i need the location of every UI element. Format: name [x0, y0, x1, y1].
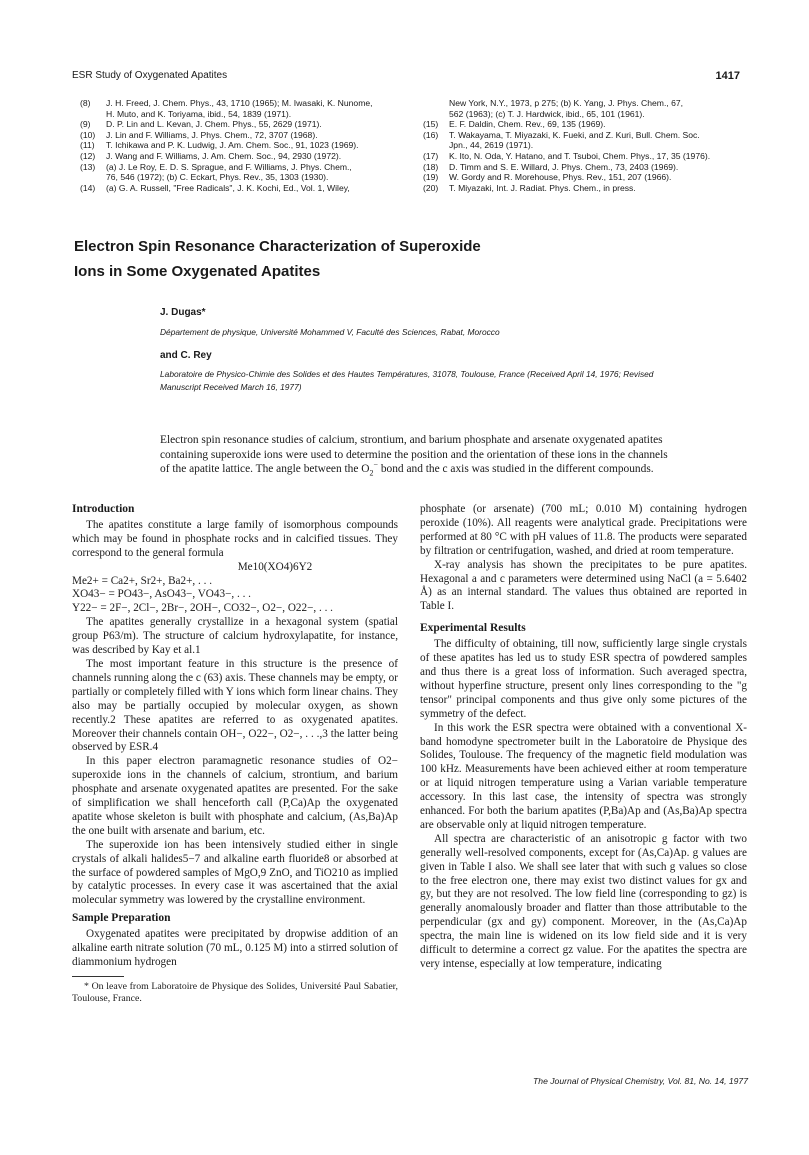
reference-item [80, 130, 400, 141]
reference-number: (19) [423, 172, 439, 183]
reference-number: (16) [423, 129, 439, 140]
reference-item [80, 140, 400, 151]
reference-text: J. Lin and F. Williams, J. Phys. Chem., 72, 3707 (1968). [106, 129, 318, 140]
affiliation-line: Laboratoire de Physico-Chimie des Solides et des Hautes Températures, 31078, Toulouse, France (Received April 14, 1976; Revised [160, 369, 654, 379]
reference-number: (8) [80, 98, 91, 108]
reference-text: D. Timm and S. E. Willard, J. Phys. Chem., 73, 2403 (1969). [449, 161, 679, 172]
reference-number: (15) [423, 119, 439, 130]
author-affiliation [160, 368, 760, 394]
reference-item [80, 162, 400, 173]
paragraph: The apatites generally crystallize in a hexagonal system (spatial group P63/m). The structure of calcium hydroxylapatite, for instance, was described by Kay et al.1 [72, 616, 398, 657]
reference-number: (13) [80, 161, 96, 172]
paragraph: Oxygenated apatites were precipitated by dropwise addition of an alkaline earth nitrate solution (70 mL, 0.125 M) into a stirred solution of diammonium hydrogen [72, 928, 398, 968]
footnote: * On leave from Laboratoire de Physique des Solides, Université Paul Sabatier, Toulouse, France. [72, 980, 398, 1004]
abstract-line: of the apatite lattice. The angle between the $O_2^-$ bond and the c axis was studied in the different compounds. [160, 460, 654, 478]
article-title [74, 234, 574, 284]
reference-number: (14) [80, 182, 96, 193]
footnote-rule [72, 976, 124, 977]
reference-text: T. Miyazaki, Int. J. Radiat. Phys. Chem., in press. [449, 182, 636, 193]
reference-text: T. Ichikawa and P. K. Ludwig, J. Am. Chem. Soc., 91, 1023 (1969). [106, 140, 359, 151]
reference-number: (20) [423, 182, 439, 193]
reference-item [423, 130, 753, 141]
general-formula [72, 561, 398, 617]
reference-continuation: New York, N.Y., 1973, p 275; (b) K. Yang, J. Phys. Chem., 67, [449, 98, 684, 108]
reference-text: K. Ito, N. Oda, Y. Hatano, and T. Tsuboi, Chem. Phys., 17, 35 (1976). [449, 150, 711, 161]
reference-item [423, 119, 753, 130]
reference-item [423, 172, 753, 183]
title-line: Electron Spin Resonance Characterization of Superoxide [74, 238, 481, 255]
reference-number: (9) [80, 119, 91, 130]
section-heading: Introduction [72, 503, 135, 515]
references-left [80, 98, 400, 193]
left-column [72, 503, 398, 1005]
section-heading: Experimental Results [420, 622, 526, 635]
abstract-line: Electron spin resonance studies of calcium, strontium, and barium phosphate and arsenate oxygenated apatites [160, 434, 663, 446]
paragraph: In this paper electron paramagnetic resonance studies of O2− superoxide ions in the channels of calcium, strontium, and barium phosphate and arsenate oxygenated apatites are presented. For the sake of simplification we shall henceforth call (P,Ca)Ap the oxygenated apatite whose skeleton is built with phosphate and calcium, (As,Ba)Ap the one built with arsenate and barium, etc. [72, 755, 398, 837]
formula-main: Me10(XO4)6Y2 [237, 560, 313, 573]
reference-number: (18) [423, 161, 439, 172]
reference-continuation: 562 (1963); (c) T. J. Hardwick, ibid., 65, 101 (1961). [449, 108, 645, 119]
reference-text: (a) J. Le Roy, E. D. S. Sprague, and F. Williams, J. Phys. Chem., [106, 161, 352, 172]
abstract-line: containing superoxide ions were used to determine the position and the orientation of these ions in the channels [160, 448, 668, 461]
reference-continuation: H. Muto, and K. Toriyama, ibid., 54, 1839 (1971). [106, 108, 292, 119]
reference-item [80, 119, 400, 130]
author-name: J. Dugas* [160, 307, 206, 318]
formula-line: Me2+ = Ca2+, Sr2+, Ba2+, . . . [72, 574, 212, 587]
paragraph: The most important feature in this structure is the presence of channels running along the c (63) axis. These channels may be empty, or partially or completely filled with Y ions which form linear chains. They also may be partially occupied by molecular oxygen, as shown recently.2 These apatites are referred to as oxygenated apatites. Moreover their channels contain OH−, O22−, O2−, . . .,3 the latter being observed by ESR.4 [72, 657, 398, 754]
paragraph: The superoxide ion has been intensively studied either in single crystals of alkali halides5−7 and alkaline earth fluoride8 or absorbed at the surface of powdered samples of MgO,9 ZnO, and TiO210 as implied by catalytic processes. In every case it was ascertained that the axial molecular symmetry was lowered by the crystalline environment. [72, 838, 398, 907]
reference-item [423, 151, 753, 162]
paragraph: The apatites constitute a large family of isomorphous compounds which may be found in phosphate rocks and in calcified tissues. They correspond to the general formula [72, 518, 398, 559]
reference-text: J. Wang and F. Williams, J. Am. Chem. Soc., 94, 2930 (1972). [106, 150, 342, 161]
journal-footer: The Journal of Physical Chemistry, Vol. 81, No. 14, 1977 [533, 1076, 748, 1086]
reference-item [423, 162, 753, 173]
reference-continuation: 76, 546 (1972); (b) C. Eckart, Phys. Rev., 35, 1303 (1930). [106, 172, 329, 183]
reference-text: T. Wakayama, T. Miyazaki, K. Fueki, and Z. Kuri, Bull. Chem. Soc. [449, 129, 700, 140]
reference-item [80, 151, 400, 162]
paragraph: phosphate (or arsenate) (700 mL; 0.010 M) containing hydrogen peroxide (10%). All reagents were analytical grade. Precipitations were performed at 80 °C with pH values of 11.8. The products were separated by filtration or centrifugation, washed, and dried at room temperature. [420, 503, 747, 557]
reference-continuation: Jpn., 44, 2619 (1971). [449, 140, 534, 151]
reference-item [423, 183, 753, 194]
reference-text: (a) G. A. Russell, "Free Radicals", J. K. Kochi, Ed., Vol. 1, Wiley, [106, 182, 350, 193]
reference-item [80, 183, 400, 194]
paragraph: All spectra are characteristic of an anisotropic g factor with two generally well-resolved components, except for (As,Ca)Ap. g values are given in Table I also. We shall see later that with such g values so close to the free electron one, there may exist two distinct values for gx and gy, but they are not resolved. The low field line (corresponding to gz) is generally anomalously broader and flatter than those attributable to the perpendicular (gx and gy) component. Moreover, in the (As,Ca)Ap spectra, the main line is widened on its low field side and it is very difficult to determine a correct gz value. For the apatites the spectra are very intense, especially at low temperature, indicating [420, 832, 747, 970]
paragraph: X-ray analysis has shown the precipitates to be pure apatites. Hexagonal a and c parameters were determined using NaCl (a = 5.6402 Å) as an internal standard. The values thus obtained are reported in Table I. [420, 558, 747, 613]
author-affiliation: Département de physique, Université Mohammed V, Faculté des Sciences, Rabat, Morocco [160, 327, 500, 337]
reference-number: (11) [80, 140, 95, 151]
reference-text: W. Gordy and R. Morehouse, Phys. Rev., 151, 207 (1966). [449, 172, 672, 183]
running-title: ESR Study of Oxygenated Apatites [72, 70, 228, 81]
paragraph: The difficulty of obtaining, till now, sufficiently large single crystals of these apatites has led us to study ESR spectra of powdered samples and thus there is a great loss of information. Such averaged spectra, without hyperfine structure, present only lines corresponding to the "g tensor" principal components and thus give only some pictures of the symmetry of the defect. [420, 638, 747, 720]
reference-number: (12) [80, 150, 96, 161]
reference-text: J. H. Freed, J. Chem. Phys., 43, 1710 (1965); M. Iwasaki, K. Nunome, [106, 98, 373, 108]
formula-line: XO43− = PO43−, AsO43−, VO43−, . . . [72, 588, 251, 601]
paragraph: In this work the ESR spectra were obtained with a conventional X-band homodyne spectrometer built in the Laboratoire de Physique des Solides, Toulouse. The frequency of the magnetic field modulation was 100 kHz. Measurements have been achieved either at room temperature or at liquid nitrogen temperature using a Varian variable temperature accessory. In this last case, the intensity of spectra was strongly enhanced. For both the barium apatites (P,Ba)Ap and (As,Ba)Ap spectra are observable only at liquid nitrogen temperature. [420, 721, 747, 831]
page-number: 1417 [715, 70, 740, 82]
references-right [423, 98, 753, 193]
title-line: Ions in Some Oxygenated Apatites [74, 263, 321, 280]
formula-line: Y22− = 2F−, 2Cl−, 2Br−, 2OH−, CO32−, O2−, O22−, . . . [72, 602, 333, 615]
reference-number: (10) [80, 129, 96, 140]
reference-number: (17) [423, 150, 439, 161]
reference-text: E. F. Daldin, Chem. Rev., 69, 135 (1969). [449, 119, 606, 130]
author-name: and C. Rey [160, 350, 212, 361]
reference-item [80, 98, 400, 109]
abstract [160, 433, 750, 477]
affiliation-line: Manuscript Received March 16, 1977) [160, 382, 302, 392]
section-heading: Sample Preparation [72, 912, 171, 925]
reference-text: D. P. Lin and L. Kevan, J. Chem. Phys., 55, 2629 (1971). [106, 119, 322, 130]
right-column [420, 503, 747, 972]
